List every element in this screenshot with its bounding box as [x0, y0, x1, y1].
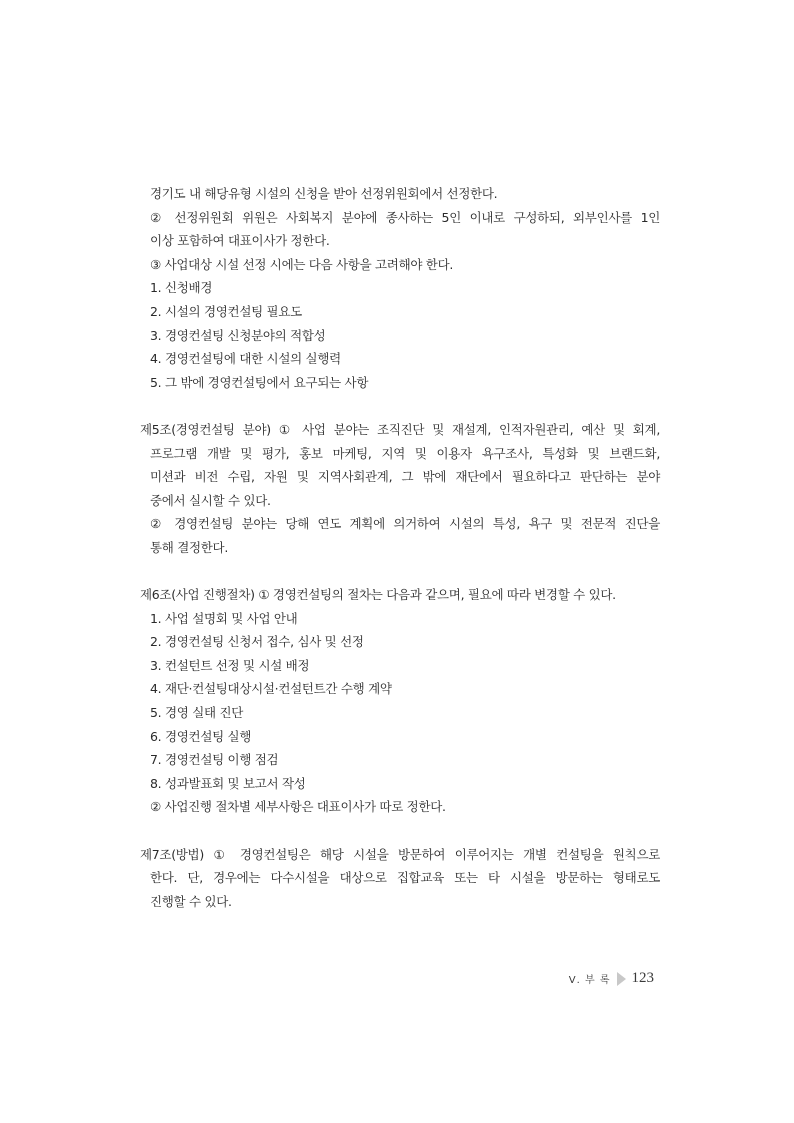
article-5-line-4: 중에서 실시할 수 있다. — [150, 492, 271, 508]
article-7-line-2: 한다. 단, 경우에는 다수시설을 대상으로 집합교육 또는 타 시설을 방문하는 형태로도 — [150, 870, 660, 886]
intro-line: 경기도 내 해당유형 시설의 신청을 받아 선정위원회에서 선정한다. — [150, 186, 498, 201]
intro-paragraph-2-line-1: ② 선정위원회 위원은 사회복지 분야에 종사하는 5인 이내로 구성하되, 외부인사를 1인 — [150, 209, 660, 225]
chevron-right-icon — [617, 972, 626, 986]
list-item: 2. 시설의 경영컨설팅 필요도 — [150, 303, 302, 319]
list-item: 2. 경영컨설팅 신청서 접수, 심사 및 선정 — [150, 634, 364, 650]
article-5-line-3: 미션과 비전 수립, 자원 및 지역사회관계, 그 밖에 재단에서 필요하다고 판단하는 분야 — [150, 469, 660, 485]
page-body — [140, 182, 660, 913]
article-7-line-1: 제7조(방법) ① 경영컨설팅은 해당 시설을 방문하여 이루어지는 개별 컨설팅을 원칙으로 — [140, 846, 660, 862]
list-item: 4. 재단·컨설팅대상시설·컨설턴트간 수행 계약 — [150, 681, 392, 697]
list-item: 1. 신청배경 — [150, 280, 213, 296]
list-item: 8. 성과발표회 및 보고서 작성 — [150, 775, 306, 791]
chapter-label: Ⅴ. 부 록 — [568, 975, 611, 986]
article-5-paragraph-2-line-2: 통해 결정한다. — [150, 539, 228, 555]
article-6-paragraph-2: ② 사업진행 절차별 세부사항은 대표이사가 따로 정한다. — [150, 799, 446, 815]
list-item: 3. 컨설턴트 선정 및 시설 배정 — [150, 657, 310, 673]
article-5-line-2: 프로그램 개발 및 평가, 홍보 마케팅, 지역 및 이용자 욕구조사, 특성화 및 브랜드화, — [150, 445, 660, 461]
page-number: 123 — [631, 970, 654, 986]
article-7-line-3: 진행할 수 있다. — [150, 893, 232, 909]
list-item: 3. 경영컨설팅 신청분야의 적합성 — [150, 327, 326, 343]
article-5-line-1: 제5조(경영컨설팅 분야) ① 사업 분야는 조직진단 및 재설계, 인적자원관리, 예산 및 회계, — [140, 421, 660, 437]
list-item: 5. 경영 실태 진단 — [150, 705, 243, 721]
intro-paragraph-3: ③ 사업대상 시설 선정 시에는 다음 사항을 고려해야 한다. — [150, 256, 454, 272]
list-item: 7. 경영컨설팅 이행 점검 — [150, 752, 279, 768]
article-6-line-1: 제6조(사업 진행절차) ① 경영컨설팅의 절차는 다음과 같으며, 필요에 따라 변경할 수 있다. — [140, 587, 616, 603]
list-item: 1. 사업 설명회 및 사업 안내 — [150, 610, 298, 626]
list-item: 6. 경영컨설팅 실행 — [150, 728, 252, 744]
list-item: 4. 경영컨설팅에 대한 시설의 실행력 — [150, 351, 341, 367]
intro-paragraph-2-line-2: 이상 포함하여 대표이사가 정한다. — [150, 233, 330, 249]
page-footer — [569, 970, 654, 987]
section-gap — [140, 560, 660, 584]
section-gap — [140, 394, 660, 418]
section-gap — [140, 819, 660, 843]
list-item: 5. 그 밖에 경영컨설팅에서 요구되는 사항 — [150, 374, 369, 390]
article-5-paragraph-2-line-1: ② 경영컨설팅 분야는 당해 연도 계획에 의거하여 시설의 특성, 욕구 및 전문적 진단을 — [150, 516, 660, 532]
